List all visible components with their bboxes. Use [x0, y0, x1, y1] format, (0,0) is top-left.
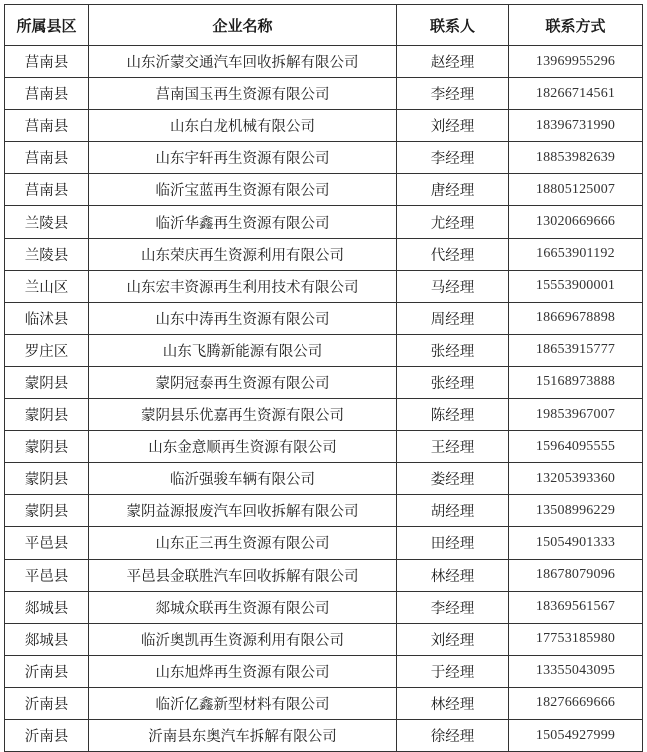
phone-cell: 18276669666 — [509, 687, 643, 719]
phone-cell: 15054901333 — [509, 527, 643, 559]
phone-cell: 18266714561 — [509, 78, 643, 110]
table-row — [5, 206, 643, 238]
contact-cell: 唐经理 — [397, 174, 509, 206]
phone-cell: 15054927999 — [509, 719, 643, 751]
company-cell: 山东白龙机械有限公司 — [89, 110, 397, 142]
phone-cell: 18678079096 — [509, 559, 643, 591]
district-cell: 沂南县 — [5, 719, 89, 751]
phone-cell: 13020669666 — [509, 206, 643, 238]
header-company-name: 企业名称 — [89, 5, 397, 46]
company-cell: 莒南国玉再生资源有限公司 — [89, 78, 397, 110]
table-row — [5, 495, 643, 527]
company-table — [4, 4, 643, 752]
company-cell: 山东飞腾新能源有限公司 — [89, 334, 397, 366]
contact-cell: 徐经理 — [397, 719, 509, 751]
district-cell: 郯城县 — [5, 623, 89, 655]
district-cell: 兰陵县 — [5, 238, 89, 270]
contact-cell: 赵经理 — [397, 46, 509, 78]
table-row — [5, 174, 643, 206]
district-cell: 莒南县 — [5, 174, 89, 206]
company-cell: 临沂华鑫再生资源有限公司 — [89, 206, 397, 238]
contact-cell: 田经理 — [397, 527, 509, 559]
district-cell: 蒙阴县 — [5, 399, 89, 431]
table-row — [5, 719, 643, 751]
phone-cell: 13355043095 — [509, 655, 643, 687]
table-row — [5, 78, 643, 110]
district-cell: 沂南县 — [5, 687, 89, 719]
company-cell: 蒙阴益源报废汽车回收拆解有限公司 — [89, 495, 397, 527]
district-cell: 莒南县 — [5, 78, 89, 110]
table-row — [5, 623, 643, 655]
contact-cell: 林经理 — [397, 559, 509, 591]
table-row — [5, 559, 643, 591]
company-cell: 临沂宝蓝再生资源有限公司 — [89, 174, 397, 206]
district-cell: 莒南县 — [5, 110, 89, 142]
table-row — [5, 687, 643, 719]
district-cell: 蒙阴县 — [5, 431, 89, 463]
table-row — [5, 238, 643, 270]
district-cell: 莒南县 — [5, 142, 89, 174]
contact-cell: 李经理 — [397, 78, 509, 110]
header-contact-person: 联系人 — [397, 5, 509, 46]
contact-cell: 尤经理 — [397, 206, 509, 238]
table-row — [5, 591, 643, 623]
company-cell: 平邑县金联胜汽车回收拆解有限公司 — [89, 559, 397, 591]
company-cell: 郯城众联再生资源有限公司 — [89, 591, 397, 623]
company-cell: 山东沂蒙交通汽车回收拆解有限公司 — [89, 46, 397, 78]
district-cell: 兰山区 — [5, 270, 89, 302]
contact-cell: 胡经理 — [397, 495, 509, 527]
district-cell: 沂南县 — [5, 655, 89, 687]
table-row — [5, 431, 643, 463]
contact-cell: 娄经理 — [397, 463, 509, 495]
phone-cell: 13969955296 — [509, 46, 643, 78]
phone-cell: 13508996229 — [509, 495, 643, 527]
phone-cell: 15168973888 — [509, 366, 643, 398]
company-cell: 山东正三再生资源有限公司 — [89, 527, 397, 559]
company-cell: 临沂亿鑫新型材料有限公司 — [89, 687, 397, 719]
table-row — [5, 527, 643, 559]
district-cell: 蒙阴县 — [5, 463, 89, 495]
contact-cell: 张经理 — [397, 366, 509, 398]
contact-cell: 马经理 — [397, 270, 509, 302]
table-row — [5, 46, 643, 78]
company-cell: 临沂强骏车辆有限公司 — [89, 463, 397, 495]
company-cell: 山东金意顺再生资源有限公司 — [89, 431, 397, 463]
table-row — [5, 110, 643, 142]
company-cell: 蒙阴冠泰再生资源有限公司 — [89, 366, 397, 398]
district-cell: 平邑县 — [5, 559, 89, 591]
header-contact-phone: 联系方式 — [509, 5, 643, 46]
table-row — [5, 399, 643, 431]
table-row — [5, 366, 643, 398]
district-cell: 郯城县 — [5, 591, 89, 623]
table-row — [5, 655, 643, 687]
phone-cell: 18853982639 — [509, 142, 643, 174]
table-row — [5, 142, 643, 174]
district-cell: 平邑县 — [5, 527, 89, 559]
company-cell: 蒙阴县乐优嘉再生资源有限公司 — [89, 399, 397, 431]
phone-cell: 18669678898 — [509, 302, 643, 334]
contact-cell: 刘经理 — [397, 623, 509, 655]
contact-cell: 李经理 — [397, 591, 509, 623]
contact-cell: 张经理 — [397, 334, 509, 366]
contact-cell: 王经理 — [397, 431, 509, 463]
district-cell: 莒南县 — [5, 46, 89, 78]
company-cell: 山东宇轩再生资源有限公司 — [89, 142, 397, 174]
contact-cell: 李经理 — [397, 142, 509, 174]
phone-cell: 18653915777 — [509, 334, 643, 366]
phone-cell: 18396731990 — [509, 110, 643, 142]
phone-cell: 15553900001 — [509, 270, 643, 302]
header-district: 所属县区 — [5, 5, 89, 46]
company-cell: 临沂奥凯再生资源利用有限公司 — [89, 623, 397, 655]
contact-cell: 周经理 — [397, 302, 509, 334]
phone-cell: 17753185980 — [509, 623, 643, 655]
table-row — [5, 334, 643, 366]
company-cell: 山东旭烨再生资源有限公司 — [89, 655, 397, 687]
district-cell: 蒙阴县 — [5, 366, 89, 398]
contact-cell: 代经理 — [397, 238, 509, 270]
phone-cell: 15964095555 — [509, 431, 643, 463]
contact-cell: 于经理 — [397, 655, 509, 687]
district-cell: 临沭县 — [5, 302, 89, 334]
phone-cell: 13205393360 — [509, 463, 643, 495]
company-cell: 山东宏丰资源再生利用技术有限公司 — [89, 270, 397, 302]
company-cell: 山东中涛再生资源有限公司 — [89, 302, 397, 334]
district-cell: 罗庄区 — [5, 334, 89, 366]
table-row — [5, 270, 643, 302]
district-cell: 兰陵县 — [5, 206, 89, 238]
phone-cell: 16653901192 — [509, 238, 643, 270]
company-cell: 沂南县东奥汽车拆解有限公司 — [89, 719, 397, 751]
contact-cell: 刘经理 — [397, 110, 509, 142]
contact-cell: 陈经理 — [397, 399, 509, 431]
district-cell: 蒙阴县 — [5, 495, 89, 527]
header-row — [5, 5, 643, 46]
table-row — [5, 463, 643, 495]
phone-cell: 18369561567 — [509, 591, 643, 623]
phone-cell: 19853967007 — [509, 399, 643, 431]
table-row — [5, 302, 643, 334]
contact-cell: 林经理 — [397, 687, 509, 719]
company-cell: 山东荣庆再生资源利用有限公司 — [89, 238, 397, 270]
phone-cell: 18805125007 — [509, 174, 643, 206]
